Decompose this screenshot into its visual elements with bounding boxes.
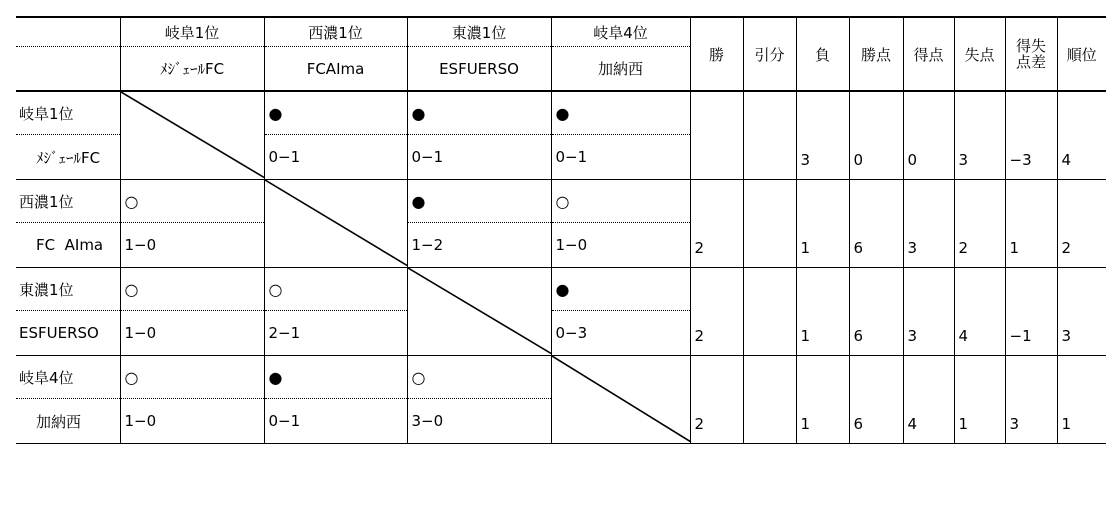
- stat-rank: 4: [1057, 91, 1106, 180]
- diagonal-cell: [120, 91, 264, 180]
- header-corner-lower: [16, 47, 120, 92]
- stat-rank: 3: [1057, 268, 1106, 356]
- stat-loss: 1: [796, 356, 849, 444]
- col-draw-header: 引分: [743, 17, 796, 91]
- row-rank-label: 岐阜4位: [16, 356, 120, 399]
- stat-win: [690, 91, 743, 180]
- stat-goals-for: 3: [903, 180, 954, 268]
- result-symbol: ○: [264, 268, 407, 311]
- col-rank-header: 順位: [1057, 17, 1106, 91]
- result-symbol: ●: [551, 91, 690, 135]
- stat-win: 2: [690, 180, 743, 268]
- stat-points: 6: [849, 180, 903, 268]
- result-score: 1−0: [120, 311, 264, 356]
- col-goal-diff-header: [1005, 17, 1057, 91]
- result-score: 0−3: [551, 311, 690, 356]
- col-team-name: 加納西: [551, 47, 690, 92]
- league-table: [16, 16, 1106, 444]
- col-team-name: ﾒｼﾞｪｰﾙFC: [120, 47, 264, 92]
- diagonal-cell: [264, 180, 407, 268]
- result-symbol: ●: [264, 356, 407, 399]
- result-symbol: ○: [120, 356, 264, 399]
- stat-goal-diff: −1: [1005, 268, 1057, 356]
- col-team-name: ESFUERSO: [407, 47, 551, 92]
- result-symbol: ○: [120, 268, 264, 311]
- result-score: 2−1: [264, 311, 407, 356]
- stat-goals-against: 2: [954, 180, 1005, 268]
- diagonal-cell: [407, 268, 551, 356]
- col-win-header: 勝: [690, 17, 743, 91]
- result-score: 1−0: [120, 399, 264, 444]
- stat-rank: 2: [1057, 180, 1106, 268]
- diagonal-cell: [551, 356, 690, 444]
- col-rank-label: 東濃1位: [407, 17, 551, 47]
- diagonal-line: [552, 356, 691, 442]
- diagonal-line: [408, 268, 552, 354]
- stat-goal-diff: −3: [1005, 91, 1057, 180]
- col-rank-label: 岐阜4位: [551, 17, 690, 47]
- stat-win: 2: [690, 356, 743, 444]
- result-score: 3−0: [407, 399, 551, 444]
- stat-draw: [743, 180, 796, 268]
- row-rank-label: 東濃1位: [16, 268, 120, 311]
- stat-points: 0: [849, 91, 903, 180]
- row-team-name: ESFUERSO: [16, 311, 120, 356]
- stat-draw: [743, 268, 796, 356]
- result-score: 0−1: [551, 135, 690, 180]
- stat-goals-for: 0: [903, 91, 954, 180]
- result-symbol: ●: [407, 91, 551, 135]
- result-symbol: ○: [407, 356, 551, 399]
- stat-points: 6: [849, 356, 903, 444]
- row-rank-label: 西濃1位: [16, 180, 120, 223]
- stat-goal-diff: 3: [1005, 356, 1057, 444]
- row-team-name: 加納西: [16, 399, 120, 444]
- stat-goals-against: 4: [954, 268, 1005, 356]
- row-team-name: FC AIma: [16, 223, 120, 268]
- diagonal-line: [265, 180, 408, 266]
- result-score: 1−0: [551, 223, 690, 268]
- goal-diff-line1: 得失: [1015, 37, 1046, 55]
- row-team-name: ﾒｼﾞｪｰﾙFC: [16, 135, 120, 180]
- header-corner: [16, 17, 120, 47]
- col-goals-against-header: 失点: [954, 17, 1005, 91]
- col-rank-label: 岐阜1位: [120, 17, 264, 47]
- result-symbol: ●: [264, 91, 407, 135]
- result-score: 1−2: [407, 223, 551, 268]
- row-rank-label: 岐阜1位: [16, 91, 120, 135]
- diagonal-line: [121, 92, 265, 178]
- col-rank-label: 西濃1位: [264, 17, 407, 47]
- stat-loss: 3: [796, 91, 849, 180]
- stat-goals-against: 1: [954, 356, 1005, 444]
- goal-diff-line2: 点差: [1015, 53, 1046, 71]
- result-symbol: ●: [407, 180, 551, 223]
- stat-draw: [743, 91, 796, 180]
- result-score: 1−0: [120, 223, 264, 268]
- stat-win: 2: [690, 268, 743, 356]
- col-team-name: FCAIma: [264, 47, 407, 92]
- stat-goals-against: 3: [954, 91, 1005, 180]
- result-score: 0−1: [264, 135, 407, 180]
- stat-loss: 1: [796, 180, 849, 268]
- result-score: 0−1: [264, 399, 407, 444]
- stat-draw: [743, 356, 796, 444]
- result-score: 0−1: [407, 135, 551, 180]
- stat-goal-diff: 1: [1005, 180, 1057, 268]
- stat-goals-for: 3: [903, 268, 954, 356]
- stat-points: 6: [849, 268, 903, 356]
- col-loss-header: 負: [796, 17, 849, 91]
- league-table-container: [16, 16, 1106, 444]
- col-goals-for-header: 得点: [903, 17, 954, 91]
- col-points-header: 勝点: [849, 17, 903, 91]
- result-symbol: ○: [551, 180, 690, 223]
- result-symbol: ○: [120, 180, 264, 223]
- stat-goals-for: 4: [903, 356, 954, 444]
- result-symbol: ●: [551, 268, 690, 311]
- stat-loss: 1: [796, 268, 849, 356]
- stat-rank: 1: [1057, 356, 1106, 444]
